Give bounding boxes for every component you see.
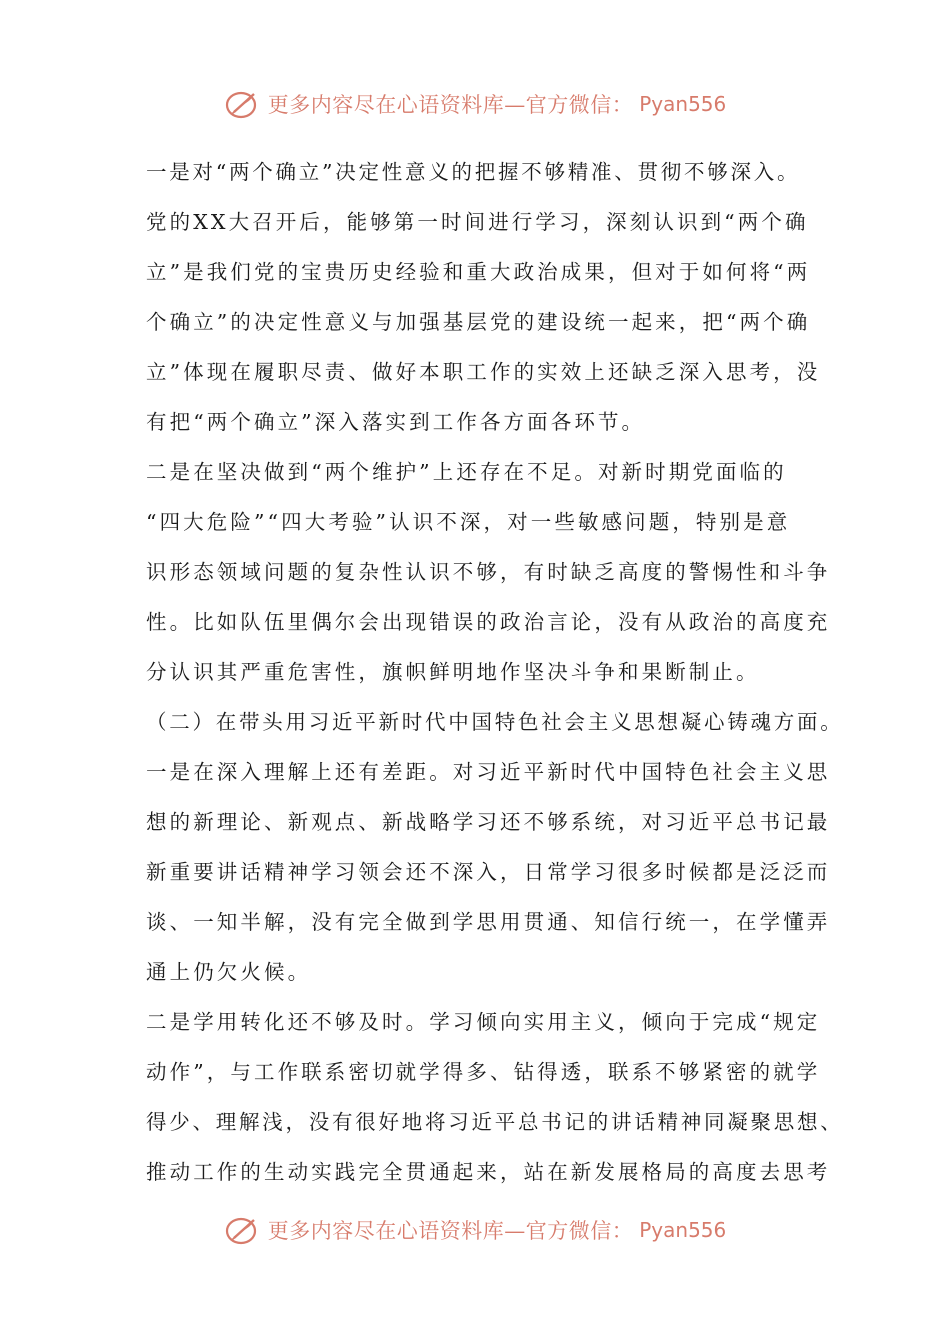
document-body bbox=[146, 147, 844, 1197]
text-line: 立”是我们党的宝贵历史经验和重大政治成果，但对于如何将“两 bbox=[146, 260, 811, 284]
text-line: 谈、一知半解，没有完全做到学思用贯通、知信行统一，在学懂弄 bbox=[146, 910, 831, 934]
text-line: 有把“两个确立”深入落实到工作各方面各环节。 bbox=[146, 410, 646, 434]
text-line: 得少、理解浅，没有很好地将习近平总书记的讲话精神同凝聚思想、 bbox=[146, 1110, 844, 1134]
watermark-text: 更多内容尽在心语资料库—官方微信： bbox=[267, 1219, 634, 1243]
text-line: 想的新理论、新观点、新战略学习还不够系统，对习近平总书记最 bbox=[146, 810, 831, 834]
text-line: 动作”，与工作联系密切就学得多、钻得透，联系不够紧密的就学 bbox=[146, 1060, 821, 1084]
quill-logo-icon bbox=[224, 88, 262, 120]
text-line: 立”体现在履职尽责、做好本职工作的实效上还缺乏深入思考，没 bbox=[146, 360, 821, 384]
watermark-handle: Pyan556 bbox=[639, 1218, 727, 1242]
text-line: 二是学用转化还不够及时。学习倾向实用主义，倾向于完成“规定 bbox=[146, 1010, 821, 1034]
text-line: 党的XX大召开后，能够第一时间进行学习，深刻认识到“两个确 bbox=[146, 210, 809, 234]
text-line: 新重要讲话精神学习领会还不深入，日常学习很多时候都是泛泛而 bbox=[146, 860, 831, 884]
text-line: 二是在坚决做到“两个维护”上还存在不足。对新时期党面临的 bbox=[146, 460, 787, 484]
footer-watermark bbox=[0, 1210, 950, 1250]
text-line: “四大危险”“四大考验”认识不深，对一些敏感问题，特别是意 bbox=[146, 510, 791, 534]
watermark-text: 更多内容尽在心语资料库—官方微信： bbox=[267, 93, 634, 117]
watermark-handle: Pyan556 bbox=[639, 92, 727, 116]
text-line: 识形态领域问题的复杂性认识不够，有时缺乏高度的警惕性和斗争 bbox=[146, 560, 831, 584]
text-line: 推动工作的生动实践完全贯通起来，站在新发展格局的高度去思考 bbox=[146, 1160, 831, 1184]
text-line: 通上仍欠火候。 bbox=[146, 960, 312, 984]
section-heading: （二）在带头用习近平新时代中国特色社会主义思想凝心铸魂方面。 bbox=[146, 710, 844, 734]
quill-logo-icon bbox=[224, 1214, 262, 1246]
text-line: 分认识其严重危害性，旗帜鲜明地作坚决斗争和果断制止。 bbox=[146, 660, 760, 684]
header-watermark bbox=[0, 84, 950, 124]
text-line: 个确立”的决定性意义与加强基层党的建设统一起来，把“两个确 bbox=[146, 310, 811, 334]
text-line: 性。比如队伍里偶尔会出现错误的政治言论，没有从政治的高度充 bbox=[146, 610, 831, 634]
text-line: 一是对“两个确立”决定性意义的把握不够精准、贯彻不够深入。 bbox=[146, 160, 801, 184]
text-line: 一是在深入理解上还有差距。对习近平新时代中国特色社会主义思 bbox=[146, 760, 831, 784]
